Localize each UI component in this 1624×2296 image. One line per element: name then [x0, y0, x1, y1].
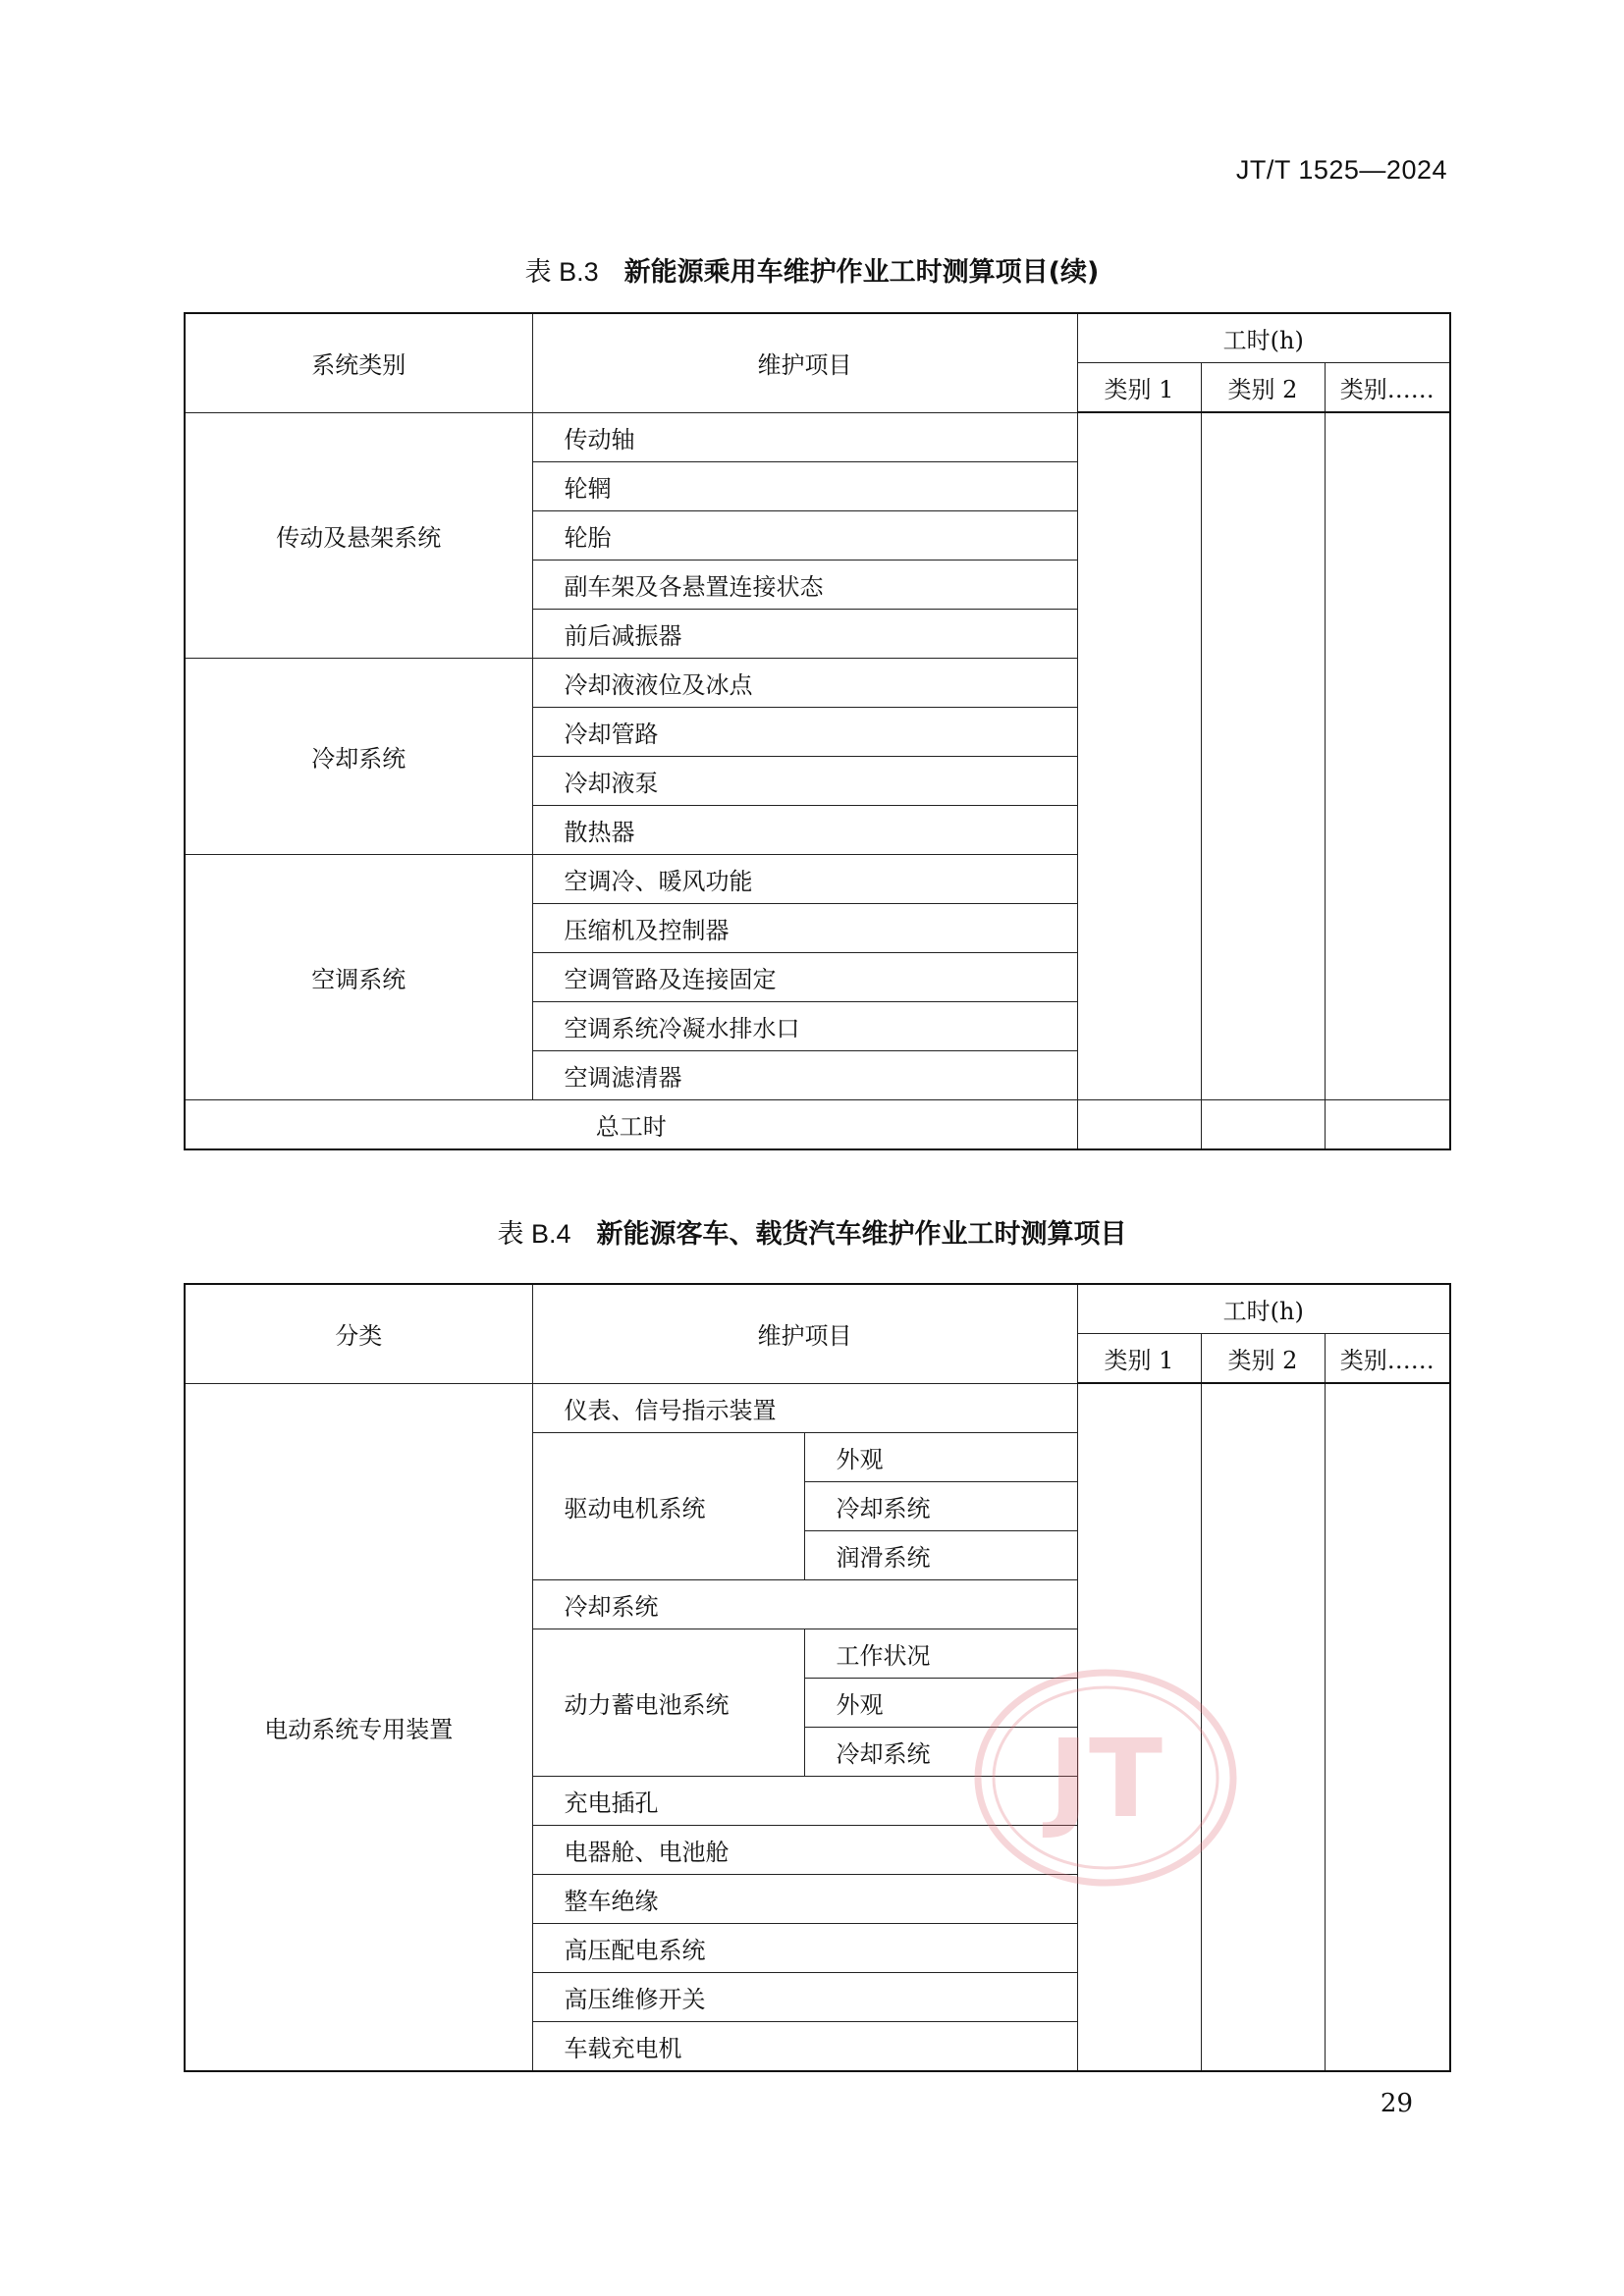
b4-subitem: 工作状况: [804, 1629, 1077, 1678]
b3-header-system: 系统类别: [185, 313, 532, 412]
b4-item: 充电插孔: [532, 1776, 1077, 1825]
table-b4-title: 新能源客车、载货汽车维护作业工时测算项目: [596, 1219, 1127, 1250]
b4-item-parent: 驱动电机系统: [532, 1432, 804, 1579]
b3-hours-cat1-cell: [1077, 412, 1201, 1099]
b3-item: 副车架及各悬置连接状态: [532, 560, 1077, 609]
b3-item: 散热器: [532, 805, 1077, 854]
b4-subitem: 冷却系统: [804, 1727, 1077, 1776]
b3-header-cat1: 类别 1: [1077, 363, 1201, 413]
table-b3-title: 新能源乘用车维护作业工时测算项目(续): [623, 257, 1100, 288]
b4-header-class: 分类: [185, 1284, 532, 1383]
b4-header-cat3: 类别……: [1325, 1334, 1450, 1384]
jt-stamp-watermark: [974, 1669, 1237, 1887]
b4-item: 车载充电机: [532, 2021, 1077, 2071]
b4-item: 整车绝缘: [532, 1874, 1077, 1923]
page-number: 29: [1380, 2089, 1413, 2118]
b3-group-name: 冷却系统: [185, 658, 532, 854]
b4-item: 高压配电系统: [532, 1923, 1077, 1972]
b3-item: 空调滤清器: [532, 1050, 1077, 1099]
b3-total-cat2-cell: [1201, 1099, 1325, 1149]
b4-group-name: 电动系统专用装置: [185, 1383, 532, 2071]
b3-header-cat2: 类别 2: [1201, 363, 1325, 413]
b3-total-cat3-cell: [1325, 1099, 1450, 1149]
b3-header-item: 维护项目: [532, 313, 1077, 412]
b3-item: 空调管路及连接固定: [532, 952, 1077, 1001]
b3-hours-cat2-cell: [1201, 412, 1325, 1099]
table-b3-number: 表 B.3: [524, 257, 599, 287]
b4-subitem: 外观: [804, 1432, 1077, 1481]
b3-total-label: 总工时: [185, 1099, 1077, 1149]
b3-group-name: 空调系统: [185, 854, 532, 1099]
b3-item: 轮胎: [532, 510, 1077, 560]
table-b3-caption: [0, 250, 1624, 289]
b4-header-hours: 工时(h): [1077, 1284, 1450, 1334]
b3-item: 冷却液泵: [532, 756, 1077, 805]
b4-header-cat2: 类别 2: [1201, 1334, 1325, 1384]
b4-header-item: 维护项目: [532, 1284, 1077, 1383]
b4-item: 电器舱、电池舱: [532, 1825, 1077, 1874]
table-b4-caption: [0, 1212, 1624, 1251]
b3-item: 压缩机及控制器: [532, 903, 1077, 952]
b3-item: 空调冷、暖风功能: [532, 854, 1077, 903]
b3-group-name: 传动及悬架系统: [185, 412, 532, 658]
b4-item: 冷却系统: [532, 1579, 1077, 1629]
b4-hours-cat3-cell: [1325, 1383, 1450, 2071]
b3-item: 冷却液液位及冰点: [532, 658, 1077, 707]
stamp-text: JT: [1049, 1716, 1163, 1842]
b3-item: 轮辋: [532, 461, 1077, 510]
b4-item-parent: 动力蓄电池系统: [532, 1629, 804, 1776]
b3-item: 传动轴: [532, 412, 1077, 461]
b3-header-cat3: 类别……: [1325, 363, 1450, 413]
table-b3: [184, 312, 1451, 1150]
b4-header-cat1: 类别 1: [1077, 1334, 1201, 1384]
table-b4-number: 表 B.4: [497, 1219, 571, 1249]
table-b4: [184, 1283, 1451, 2072]
b4-item: 仪表、信号指示装置: [532, 1383, 1077, 1432]
b3-total-cat1-cell: [1077, 1099, 1201, 1149]
b3-item: 前后减振器: [532, 609, 1077, 658]
b4-subitem: 润滑系统: [804, 1530, 1077, 1579]
b4-subitem: 外观: [804, 1678, 1077, 1727]
b3-item: 空调系统冷凝水排水口: [532, 1001, 1077, 1050]
b3-hours-cat3-cell: [1325, 412, 1450, 1099]
b3-item: 冷却管路: [532, 707, 1077, 756]
standard-code: JT/T 1525—2024: [1235, 155, 1447, 185]
b3-header-hours: 工时(h): [1077, 313, 1450, 363]
b4-subitem: 冷却系统: [804, 1481, 1077, 1530]
b4-item: 高压维修开关: [532, 1972, 1077, 2021]
